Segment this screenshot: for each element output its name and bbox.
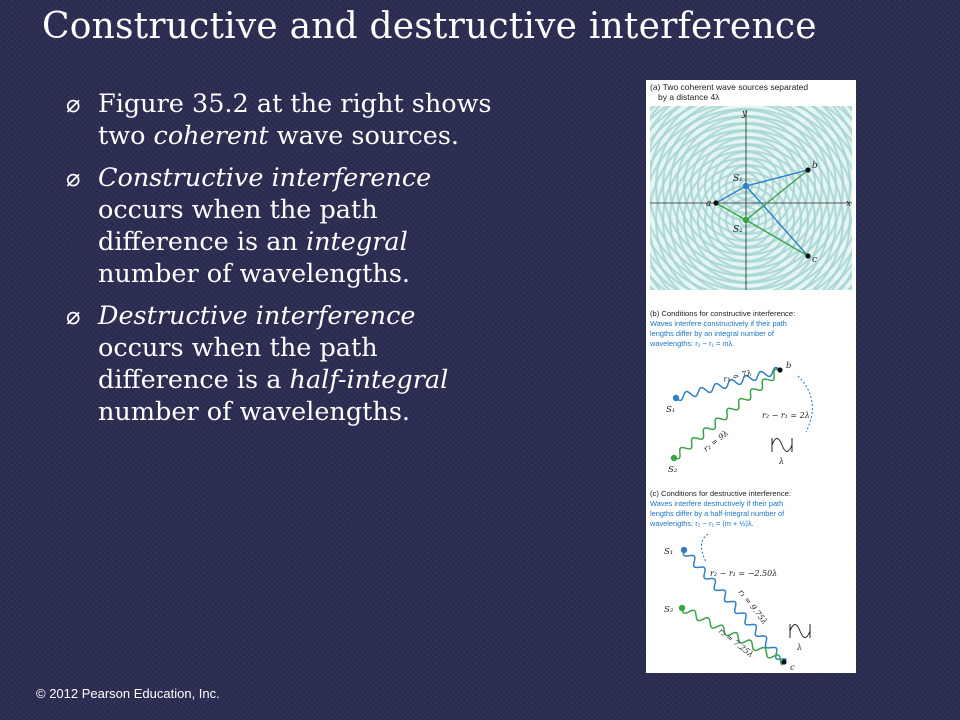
source-s1-dot	[743, 183, 749, 189]
x-axis-label: x	[846, 199, 852, 209]
panel-b-caption: (b) Conditions for constructive interference:	[650, 309, 796, 318]
bullet-list	[64, 88, 504, 438]
panel-c-s1-dot	[681, 547, 687, 553]
panel-c-note-2: lengths differ by a half-integral number of	[650, 509, 785, 518]
panel-c-note-1: Waves interfere destructively if their path	[650, 499, 784, 508]
source-s2-dot	[743, 217, 749, 223]
panel-b-dotted-arrow	[798, 376, 812, 432]
panel-a-caption-1: (a) Two coherent wave sources separated	[650, 82, 809, 92]
panel-b-s1-dot	[673, 395, 679, 401]
panel-c-diff-label: r₂ − r₁ = −2.50λ	[710, 569, 778, 578]
panel-a-caption-2: by a distance 4λ	[658, 92, 720, 102]
figure-svg	[646, 80, 856, 673]
panel-c-wavelength-icon	[790, 624, 810, 638]
slide-title: Constructive and destructive interference	[42, 6, 817, 47]
point-b-dot	[805, 167, 810, 172]
bullet-text: Constructive interference occurs when the path difference is an integral number of wavelengths.	[98, 163, 432, 289]
panel-b-r2-label: r₂ = 9λ	[701, 428, 731, 454]
bullet-text: Figure 35.2 at the right shows two coherent wave sources.	[98, 89, 492, 151]
panel-c-r2-label: r₂ = 7.25λ	[716, 626, 756, 660]
panel-c-lambda-label: λ	[797, 643, 803, 652]
b-label: b	[812, 161, 818, 171]
panel-c-s2-dot	[679, 605, 685, 611]
copyright-footer: © 2012 Pearson Education, Inc.	[36, 686, 220, 701]
bullet-mark-icon: ⌀	[66, 164, 81, 192]
panel-b-b-label: b	[786, 361, 792, 371]
panel-b-note-1: Waves interfere constructively if their path	[650, 319, 787, 328]
panel-c-note-3: wavelengths: r₂ − r₁ = (m + ½)λ.	[650, 519, 754, 528]
panel-b-s1-label: S₁	[666, 405, 676, 415]
panel-b-note-2: lengths differ by an integral number of	[650, 329, 774, 338]
panel-b-b-dot	[777, 367, 782, 372]
panel-b-note-3: wavelengths: r₂ − r₁ = mλ.	[650, 339, 735, 348]
a-label: a	[706, 199, 712, 209]
panel-c-caption: (c) Conditions for destructive interference:	[650, 489, 791, 498]
point-c-dot	[805, 253, 810, 258]
interference-figure	[646, 80, 856, 673]
panel-b-wavelength-icon	[772, 438, 792, 452]
bullet-mark-icon: ⌀	[66, 90, 81, 118]
bullet-item	[64, 88, 504, 152]
panel-c-dotted-arrow	[701, 534, 708, 562]
panel-b-diff-label: r₂ − r₁ = 2λ	[762, 411, 810, 420]
panel-c-c-label: c	[790, 663, 795, 673]
panel-c-s1-label: S₁	[664, 547, 674, 557]
bullet-item	[64, 162, 504, 290]
panel-b-s2-label: S₂	[668, 465, 678, 475]
point-a-dot	[713, 200, 718, 205]
bullet-mark-icon: ⌀	[66, 302, 81, 330]
bullet-item	[64, 300, 504, 428]
panel-c-s2-label: S₂	[664, 605, 674, 615]
c-label: c	[812, 255, 818, 265]
panel-b-lambda-label: λ	[779, 457, 785, 466]
panel-b-r1-label: r₁ = 7λ	[722, 368, 753, 384]
s2-label: S₂	[733, 225, 743, 235]
s1-label: S₁	[733, 174, 743, 184]
panel-c-c-dot	[781, 659, 786, 664]
panel-c-r1-label: r₁ = 9.75λ	[736, 587, 770, 627]
panel-b-s2-dot	[671, 455, 677, 461]
wave-r1-b	[676, 368, 780, 401]
y-axis-label: y	[742, 109, 748, 119]
bullet-text: Destructive interference occurs when the path difference is a half-integral number of wavelengths.	[98, 301, 449, 427]
